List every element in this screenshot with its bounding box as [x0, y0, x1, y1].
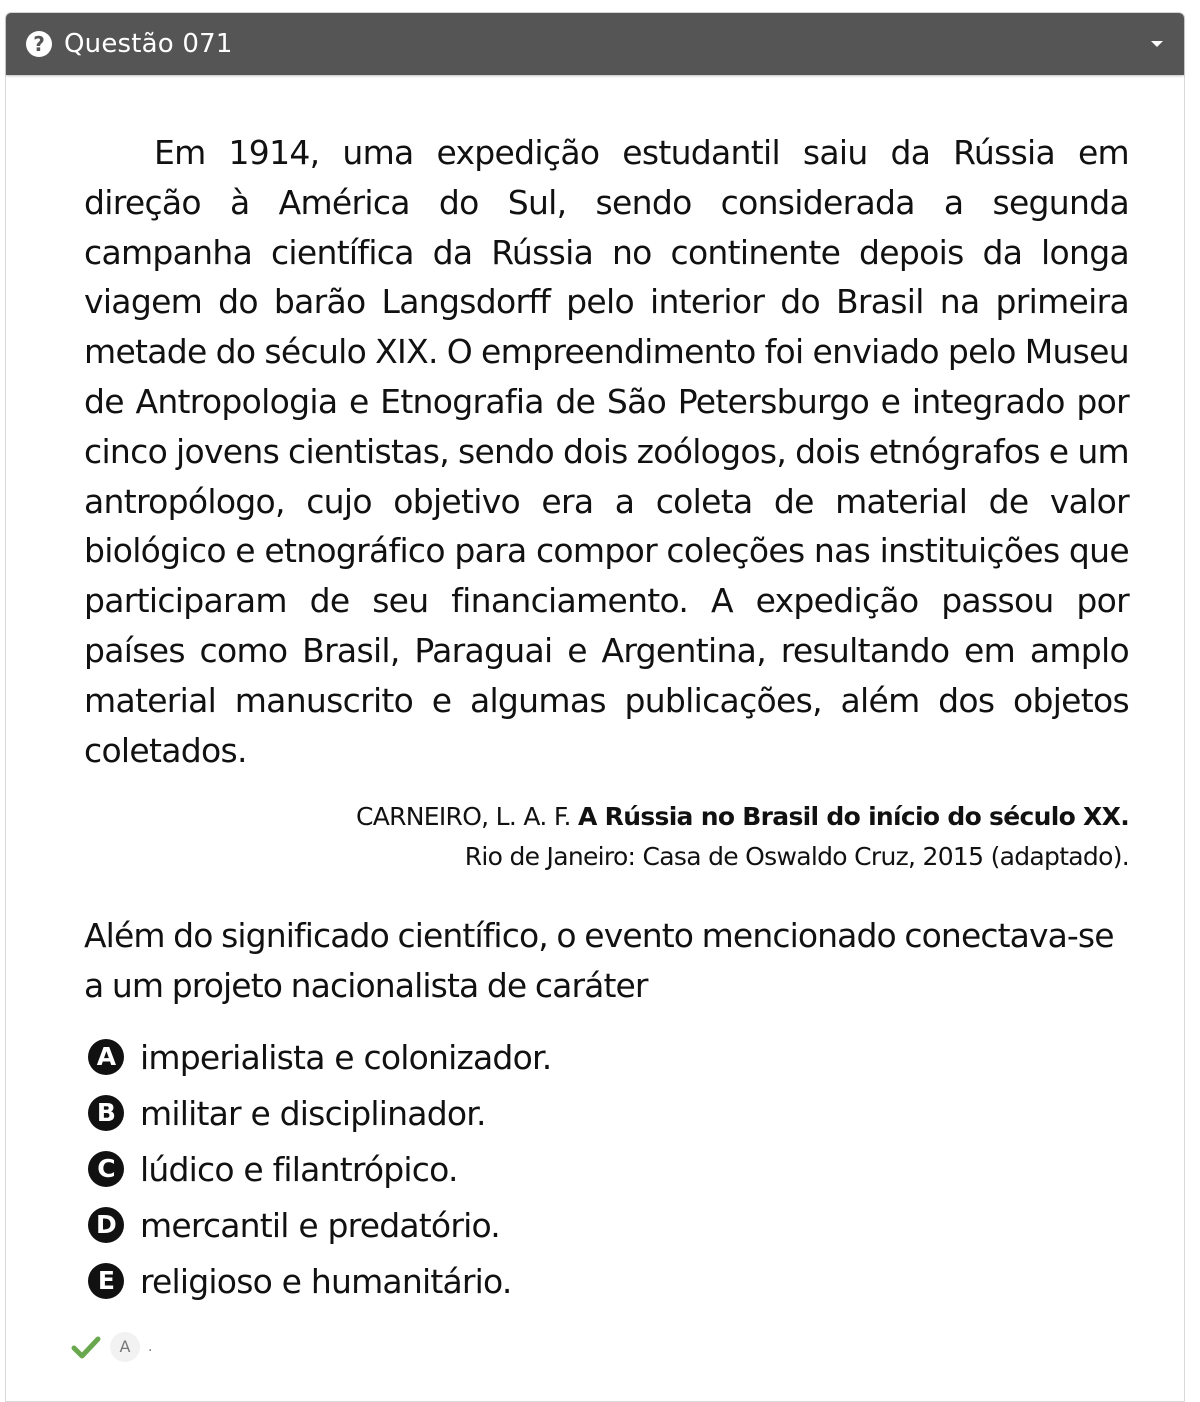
check-icon — [70, 1331, 102, 1363]
option-letter-badge: D — [88, 1207, 124, 1243]
option-text: lúdico e filantrópico. — [140, 1149, 458, 1189]
caret-down-icon[interactable] — [1151, 41, 1163, 47]
option-text: militar e disciplinador. — [140, 1093, 486, 1133]
question-body — [84, 128, 1129, 1325]
question-header[interactable] — [6, 13, 1184, 75]
option-d[interactable] — [84, 1197, 1129, 1253]
option-text: religioso e humanitário. — [140, 1261, 512, 1301]
citation-publisher: Rio de Janeiro: Casa de Oswaldo Cruz, 2015 (adaptado). — [464, 842, 1129, 872]
citation-author: CARNEIRO, L. A. F. — [355, 802, 571, 832]
option-text: mercantil e predatório. — [140, 1205, 500, 1245]
option-letter-badge: C — [88, 1151, 124, 1187]
option-e[interactable] — [84, 1253, 1129, 1309]
question-circle-icon: ? — [26, 31, 52, 57]
option-c[interactable] — [84, 1141, 1129, 1197]
answer-options — [84, 1029, 1129, 1309]
answer-suffix: . — [148, 1339, 153, 1355]
option-letter-badge: A — [88, 1039, 124, 1075]
option-letter-badge: B — [88, 1095, 124, 1131]
passage-text: Em 1914, uma expedição estudantil saiu da Rússia em direção à América do Sul, sendo considerada a segunda campanha científica da Rússia no continente depois da longa viagem do barão Langsdorff pelo interior do Brasil na primeira metade do século XIX. O empreendimento foi enviado pelo Museu de Antropologia e Etnografia de São Petersburgo e integrado por cinco jovens cientistas, sendo dois zoólogos, dois etnógrafos e um antropólogo, cujo objetivo era a coleta de material de valor biológico e etnográfico para compor coleções nas instituições que participaram de seu financiamento. A expedição passou por países como Brasil, Paraguai e Argentina, resultando em amplo material manuscrito e algumas publicações, além dos objetos coletados. — [84, 133, 1129, 770]
option-letter-badge: E — [88, 1263, 124, 1299]
correct-answer-badge: A — [110, 1332, 140, 1362]
option-b[interactable] — [84, 1085, 1129, 1141]
question-card — [5, 12, 1185, 1402]
citation-line-1 — [84, 797, 1129, 837]
answer-footer — [70, 1331, 152, 1363]
question-stem: Além do significado científico, o evento mencionado conectava-se a um projeto nacionalista de caráter — [84, 916, 1114, 1006]
question-title: Questão 071 — [64, 29, 233, 59]
citation-title: A Rússia no Brasil do início do século XX. — [578, 802, 1129, 832]
option-text: imperialista e colonizador. — [140, 1037, 552, 1077]
citation — [84, 797, 1129, 877]
option-a[interactable] — [84, 1029, 1129, 1085]
